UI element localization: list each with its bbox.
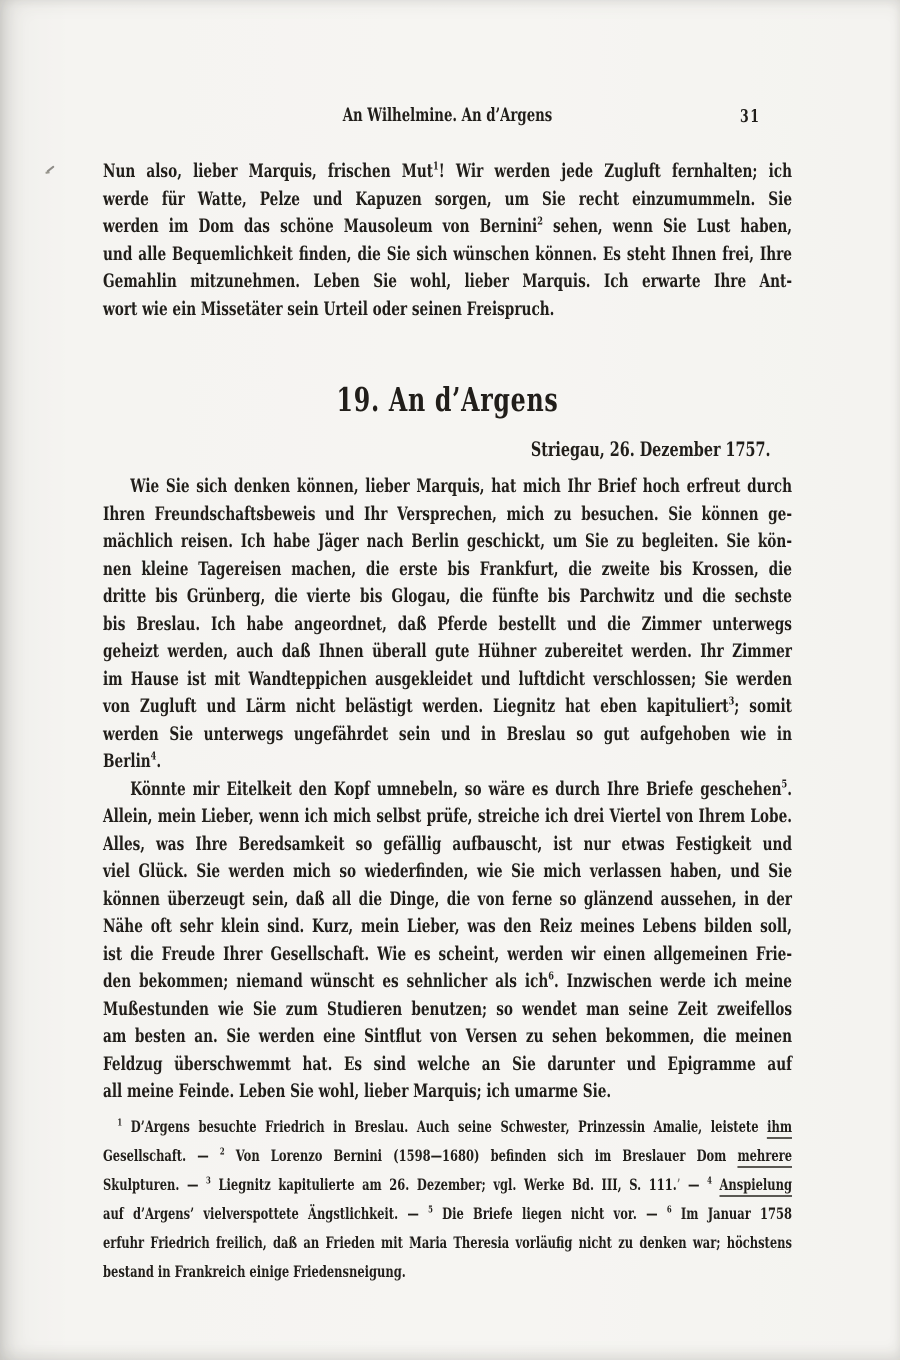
letter-paragraph-1 [103,473,792,776]
running-header [103,104,792,128]
text-line: Wie Sie sich denken können, lieber Marquis, hat mich Ihr Brief hoch erfreut durch [130,475,792,497]
text-line: viel Glück. Sie werden mich so wiederfinden, wie Sie mich verlassen haben, und Sie [103,860,792,882]
text-line: bis Breslau. Ich habe angeordnet, daß Pferde bestellt und die Zimmer unterwegs [103,612,792,635]
text-block [103,0,792,1286]
text-line: wort wie ein Missetäter sein Urteil oder seinen Freispruch. [103,297,555,320]
text-line: ist die Freude Ihrer Gesellschaft. Wie es scheint, werden wir einen allgemeinen Frie- [103,942,792,965]
page-number: 31 [740,107,761,127]
text-line: Gemahlin mitzunehmen. Leben Sie wohl, lieber Marquis. Ich erwarte Ihre Ant- [103,270,792,292]
text-line: Skulpturen. — $^3$ Liegnitz kapitulierte am 26. Dezember; vgl. Werke Bd. III, S. 111.’ — $^4$ Anspielung [103,1170,792,1199]
text-line: können überzeugt sein, daß all die Dinge, die von ferne so glänzend aussehen, in der [103,887,792,910]
letter-heading: 19. An d’Argens [336,380,559,419]
letter-paragraph-2 [103,776,792,1106]
text-line: Alles, was Ihre Beredsamkeit so gefällig aufbauscht, ist nur etwas Festigkeit und [103,832,792,855]
footnotes-block [103,1112,792,1286]
text-line: nen kleine Tagereisen machen, die erste bis Frankfurt, die zweite bis Krossen, die [103,557,792,580]
text-line: Mußestunden wie Sie zum Studieren benutzen; so wendet man seine Zeit zweifellos [103,997,792,1020]
text-line: von Zugluft und Lärm nicht belästigt werden. Liegnitz hat eben kapituliert$^3$; somit [103,693,792,717]
text-line: werden Sie unterwegs ungefährdet sein und in Breslau so gut aufgehoben wie in [103,722,792,745]
text-line: geheizt werden, auch daß Ihnen überall gute Hühner zubereitet werden. Ihr Zimmer [103,640,792,662]
letter-dateline: Striegau, 26. Dezember 1757. [530,437,771,461]
text-line: Berlin$^4$. [103,748,162,772]
running-header-title: An Wilhelmine. An d’Argens [342,105,553,126]
text-line: Feldzug überschwemmt hat. Es sind welche an Sie darunter und Epigramme auf [103,1052,792,1075]
text-line: den bekommen; niemand wünscht es sehnlicher als ich$^6$. Inzwischen werde ich meine [103,968,792,992]
text-line: werden im Dom das schöne Mausoleum von Bernini$^2$ sehen, wenn Sie Lust haben, [103,213,792,237]
text-line: Ihren Freundschaftsbeweis und Ihr Versprechen, mich zu besuchen. Sie können ge- [103,502,792,525]
text-line: bestand in Frankreich einige Friedensneigung. [103,1261,406,1281]
text-line: am besten an. Sie werden eine Sintflut von Versen zu sehen bekommen, die meinen [103,1025,792,1047]
text-line: Nähe oft sehr klein sind. Kurz, mein Lieber, was den Reiz meines Lebens bilden soll, [103,915,792,937]
text-line: all meine Feinde. Leben Sie wohl, lieber Marquis; ich umarme Sie. [103,1080,612,1102]
previous-letter-closing-paragraph [103,158,792,323]
text-line: Gesellschaft. — $^2$ Von Lorenzo Bernini (1598—1680) befinden sich im Breslauer Dom mehrere [103,1141,792,1170]
type-area [103,104,792,1286]
text-line: auf d’Argens’ vielverspottete Ängstlichkeit. — $^5$ Die Briefe liegen nicht vor. — $^6$ Im Januar 1758 [103,1203,792,1223]
text-line: Nun also, lieber Marquis, frischen Mut$^1$! Wir werden jede Zugluft fernhalten; ich [103,158,792,182]
text-line: $^1$ D’Argens besuchte Friedrich in Breslau. Auch seine Schwester, Prinzessin Amalie, leistete ihm [103,1112,792,1141]
pencil-margin-mark [46,165,54,172]
text-line: erfuhr Friedrich freilich, daß an Frieden mit Maria Theresia vorläufig nicht zu denken war; höchstens [103,1232,792,1252]
text-line: im Hause ist mit Wandteppichen ausgekleidet und luftdicht verschlossen; Sie werden [103,667,792,690]
text-line: und alle Bequemlichkeit finden, die Sie sich wünschen können. Es steht Ihnen frei, Ihre [103,242,792,265]
text-line: werde für Watte, Pelze und Kapuzen sorgen, um Sie recht einzumummeln. Sie [103,187,792,210]
text-line: dritte bis Grünberg, die vierte bis Glogau, die fünfte bis Parchwitz und die sechste [103,585,792,607]
text-line: mächlich reisen. Ich habe Jäger nach Berlin geschickt, um Sie zu begleiten. Sie kön- [103,530,792,552]
text-line: Könnte mir Eitelkeit den Kopf umnebeln, so wäre es durch Ihre Briefe geschehen$^5$. [130,776,792,800]
text-line: Allein, mein Lieber, wenn ich mich selbst prüfe, streiche ich drei Viertel von Ihrem Lobe. [103,805,792,827]
